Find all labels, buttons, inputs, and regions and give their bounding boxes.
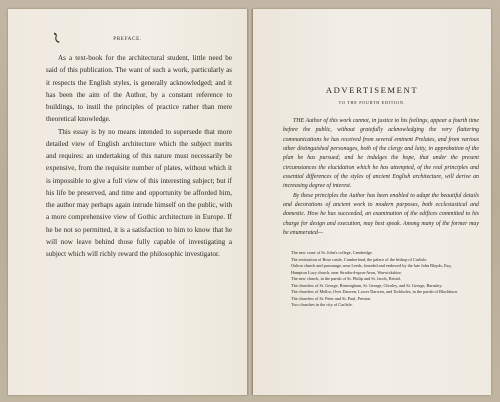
list-item: The churches of Mellor, Over Darwen, Lower Darwen, and Tockholes, in the parish of Blackburn. <box>291 289 458 295</box>
left-page <box>8 9 247 395</box>
advertisement-body <box>283 117 479 238</box>
list-item: Hampton Lucy church, near Stratford-upon-Avon, Warwickshire. <box>291 269 402 275</box>
right-page <box>253 9 491 395</box>
preface-paragraph: As a text-book for the architectural student, little need be said of this publication. The want of such a work, particularly as it respects the English styles, is generally acknowledged; and it has been the aim of the Author, by a constant reference to buildings, to instil the principles of practice rather than mere theoretical knowledge. <box>46 54 232 124</box>
list-item: The new church, in the parish of St. Philip and St. Jacob, Bristol. <box>291 276 402 282</box>
advertisement-paragraph: By these principles the Author has been enabled to adapt the beautiful details and decorations of ancient work to modern purposes, both ecclesiastical and domestic. How he has succeeded, an examination of the edifices committed to his charge for design and execution, may best speak. Among many of the former may be enumerated— <box>283 192 479 237</box>
advertisement-paragraph: THE Author of this work cannot, in justice to his feelings, appear a fourth time before the public, without gratefully acknowledging the very flattering communications he has received from several eminent Prelates, and from various other distinguished personages, both of the clergy and laity, in approbation of the plan he has pursued; and he indulges the hope, that under the present circumstances the elucidation which he has attempted, of the real principles and essential differences of the styles of ancient English architecture, will derive an increasing degree of interest. <box>283 118 479 190</box>
list-item: Oulton church and parsonage, near Leeds, founded and endowed by the late John Blayds, Esq. <box>291 263 452 269</box>
list-item: The restoration of Rose castle, Cumberland, the palace of the bishop of Carlisle. <box>291 256 428 262</box>
preface-body <box>46 52 232 260</box>
list-item: The churches of St. Peter and St. Paul, Preston. <box>291 295 372 301</box>
works-list <box>283 250 480 309</box>
preface-paragraph: This essay is by no means intended to supersede that more detailed view of English architecture which the subject merits and requires: an undertaking of this nature must necessarily be expensive, from the requisite number of plates, without which it is impossible to give a full view of this interesting subject; but if his life be preserved, and time and opportunity be afforded him, the author may perhaps again intrude himself on the public, with a more comprehensive view of Gothic architecture in Europe. If he be not so permitted, it is a satisfaction to him to know that he will now leave behind those fully capable of investigating a subject which will richly reward the philosophic investigator. <box>46 127 232 258</box>
list-item: Two churches in the city of Carlisle. <box>291 302 353 308</box>
list-item: The new court of St. John's college, Cambridge. <box>291 250 373 255</box>
list-item: The churches of St. George, Birmingham, St. George, Chorley, and St. George, Barnsley. <box>291 282 443 288</box>
preface-title: PREFACE. <box>113 36 142 42</box>
advertisement-title: ADVERTISEMENT <box>325 85 419 95</box>
advertisement-subtitle: TO THE FOURTH EDITION. <box>338 100 406 105</box>
